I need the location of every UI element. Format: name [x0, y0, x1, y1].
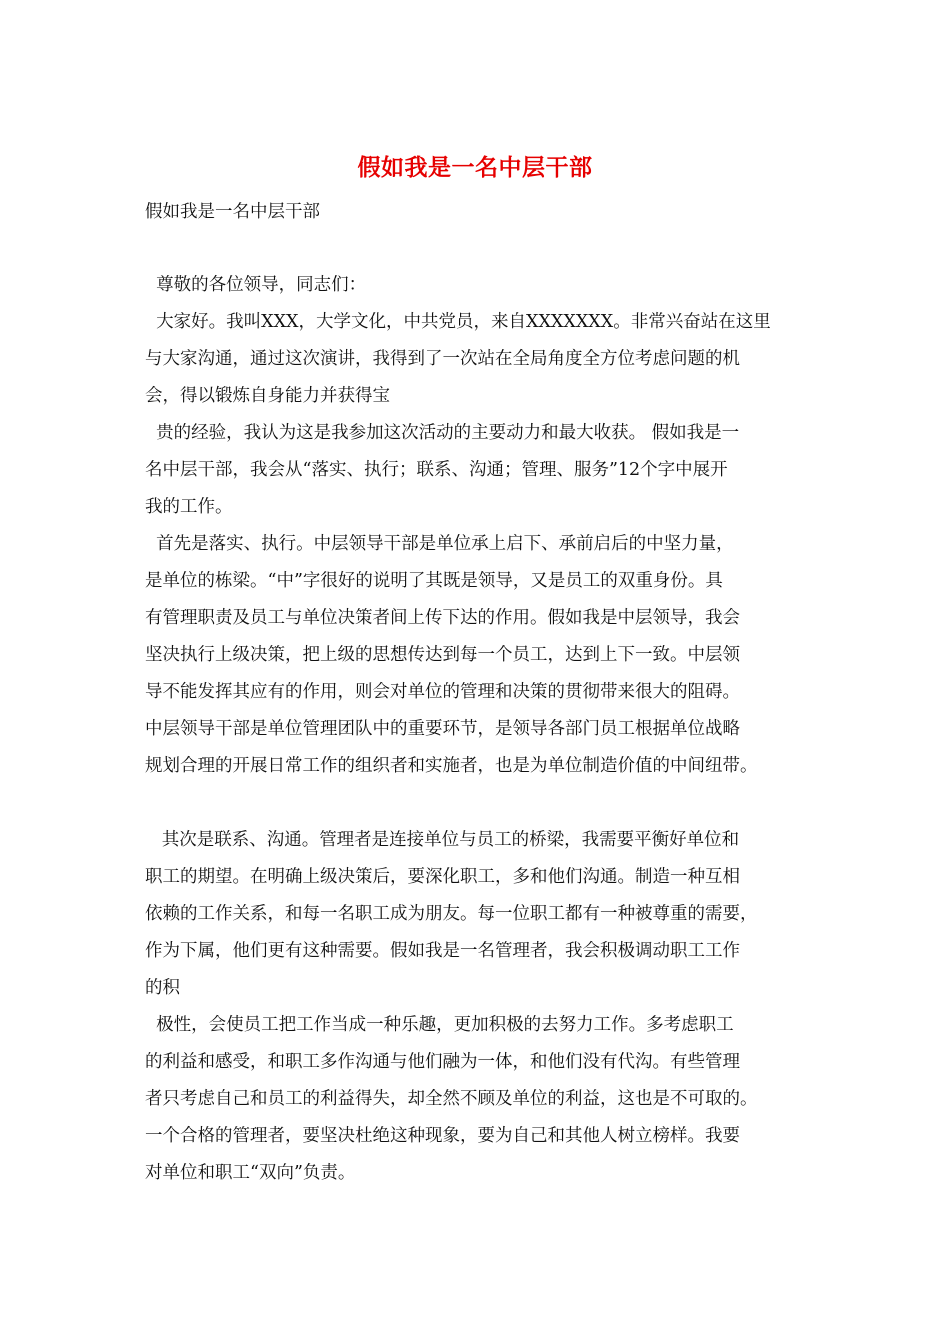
- body-line: 我的工作。: [145, 497, 233, 517]
- body-line: 是单位的栋梁。“中”字很好的说明了其既是领导，又是员工的双重身份。具: [145, 571, 723, 591]
- body-line: 首先是落实、执行。中层领导干部是单位承上启下、承前启后的中坚力量，: [145, 534, 734, 554]
- body-line: 导不能发挥其应有的作用，则会对单位的管理和决策的贯彻带来很大的阻碍。: [145, 682, 740, 702]
- body-line: 与大家沟通，通过这次演讲，我得到了一次站在全局角度全方位考虑问题的机: [145, 349, 740, 369]
- document-title: 假如我是一名中层干部: [357, 154, 593, 181]
- body-line: 大家好。我叫XXX，大学文化，中共党员，来自XXXXXXX。非常兴奋站在这里: [145, 312, 771, 332]
- body-line: 极性，会使员工把工作当成一种乐趣，更加积极的去努力工作。多考虑职工: [145, 1015, 734, 1035]
- body-line: 规划合理的开展日常工作的组织者和实施者，也是为单位制造价值的中间纽带。: [145, 756, 758, 776]
- body-line: 的积: [145, 978, 180, 998]
- body-line: 会，得以锻炼自身能力并获得宝: [145, 386, 390, 406]
- body-line: 中层领导干部是单位管理团队中的重要环节，是领导各部门员工根据单位战略: [145, 719, 740, 739]
- document-body: [145, 267, 809, 1192]
- body-line: 名中层干部，我会从“落实、执行；联系、沟通；管理、服务”12个字中展开: [145, 460, 728, 480]
- body-line: 依赖的工作关系，和每一名职工成为朋友。每一位职工都有一种被尊重的需要，: [145, 904, 758, 924]
- body-line: 尊敬的各位领导，同志们：: [145, 275, 367, 295]
- body-line: 作为下属，他们更有这种需要。假如我是一名管理者，我会积极调动职工工作: [145, 941, 740, 961]
- body-line: 贵的经验，我认为这是我参加这次活动的主要动力和最大收获。 假如我是一: [145, 423, 740, 443]
- body-line: 一个合格的管理者，要坚决杜绝这种现象，要为自己和其他人树立榜样。我要: [145, 1126, 740, 1146]
- body-line: 坚决执行上级决策，把上级的思想传达到每一个员工，达到上下一致。中层领: [145, 645, 740, 665]
- document-subtitle-block: [145, 194, 809, 231]
- body-line: 对单位和职工“双向”负责。: [145, 1163, 356, 1183]
- body-line: 其次是联系、沟通。管理者是连接单位与员工的桥梁，我需要平衡好单位和: [145, 830, 740, 850]
- body-line: 有管理职责及员工与单位决策者间上传下达的作用。假如我是中层领导，我会: [145, 608, 740, 628]
- document-subtitle: 假如我是一名中层干部: [145, 202, 320, 222]
- body-line: 者只考虑自己和员工的利益得失，却全然不顾及单位的利益，这也是不可取的。: [145, 1089, 758, 1109]
- body-line: 职工的期望。在明确上级决策后，要深化职工，多和他们沟通。制造一种互相: [145, 867, 740, 887]
- body-line: 的利益和感受，和职工多作沟通与他们融为一体，和他们没有代沟。有些管理: [145, 1052, 740, 1072]
- blank-line: [145, 785, 809, 822]
